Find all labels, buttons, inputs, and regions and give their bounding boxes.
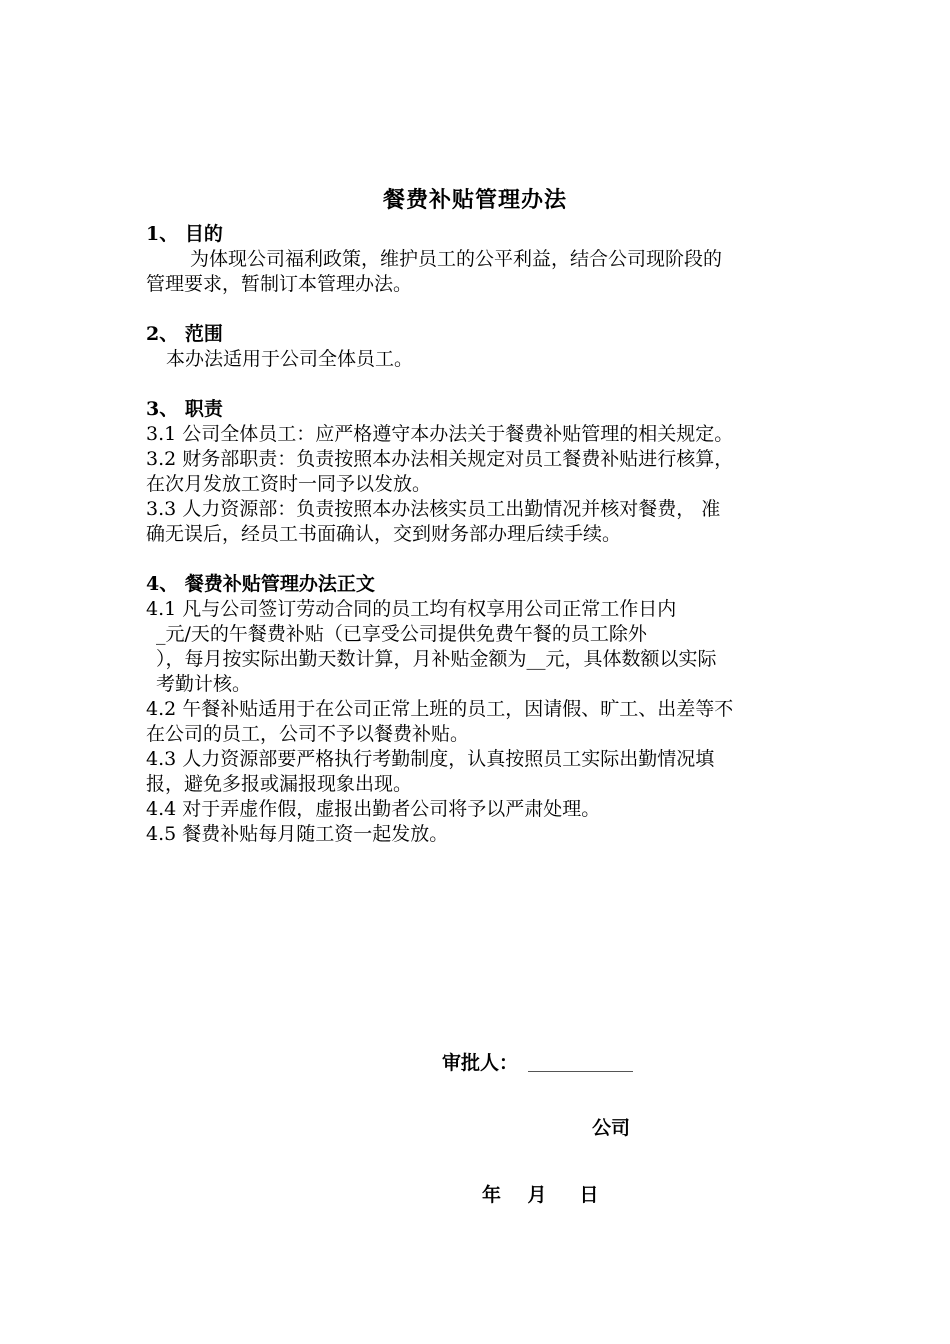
section-4-line: 4.5 餐费补贴每月随工资一起发放。 <box>146 823 449 845</box>
section-1-line: 为体现公司福利政策，维护员工的公平利益，结合公司现阶段的 <box>190 248 723 270</box>
document-title: 餐费补贴管理办法 <box>382 187 567 213</box>
approver-signature-line <box>528 1071 633 1072</box>
section-4-line: 4.4 对于弄虚作假，虚报出勤者公司将予以严肃处理。 <box>146 798 601 820</box>
section-3-line: 3.3 人力资源部：负责按照本办法核实员工出勤情况并核对餐费， 准 <box>146 498 721 520</box>
section-4-heading: 4、 餐费补贴管理办法正文 <box>146 573 375 595</box>
section-4-line: 4.1 凡与公司签订劳动合同的员工均有权享用公司正常工作日内 <box>146 598 677 620</box>
section-4-line: _元/天的午餐费补贴（已享受公司提供免费午餐的员工除外 <box>156 623 647 645</box>
section-2-heading: 2、 范围 <box>146 323 223 345</box>
section-4-line: 考勤计核。 <box>156 673 252 695</box>
section-1-heading: 1、 目的 <box>146 223 223 245</box>
section-3-line: 在次月发放工资时一同予以发放。 <box>146 473 432 495</box>
section-1-line: 管理要求，暂制订本管理办法。 <box>146 273 413 295</box>
section-3-line: 3.2 财务部职责：负责按照本办法相关规定对员工餐费补贴进行核算， <box>146 448 734 470</box>
approver-signature <box>442 1048 633 1075</box>
section-4-line: 4.2 午餐补贴适用于在公司正常上班的员工，因请假、旷工、出差等不 <box>146 698 734 720</box>
section-4-line: 在公司的员工，公司不予以餐费补贴。 <box>146 723 470 745</box>
document-body <box>146 222 826 847</box>
section-2-line: 本办法适用于公司全体员工。 <box>166 348 414 370</box>
section-3-heading: 3、 职责 <box>146 398 223 420</box>
section-3-line: 3.1 公司全体员工：应严格遵守本办法关于餐费补贴管理的相关规定。 <box>146 423 734 445</box>
section-4-line: 报，避免多报或漏报现象出现。 <box>146 773 413 795</box>
section-4-line: ），每月按实际出勤天数计算，月补贴金额为__元，具体数额以实际 <box>156 648 717 670</box>
approver-label: 审批人： <box>442 1052 519 1074</box>
date-label: 年 月 日 <box>482 1184 599 1206</box>
section-4-line: 4.3 人力资源部要严格执行考勤制度，认真按照员工实际出勤情况填 <box>146 748 715 770</box>
company-label: 公司 <box>592 1117 631 1139</box>
section-3-line: 确无误后，经员工书面确认，交到财务部办理后续手续。 <box>146 523 622 545</box>
